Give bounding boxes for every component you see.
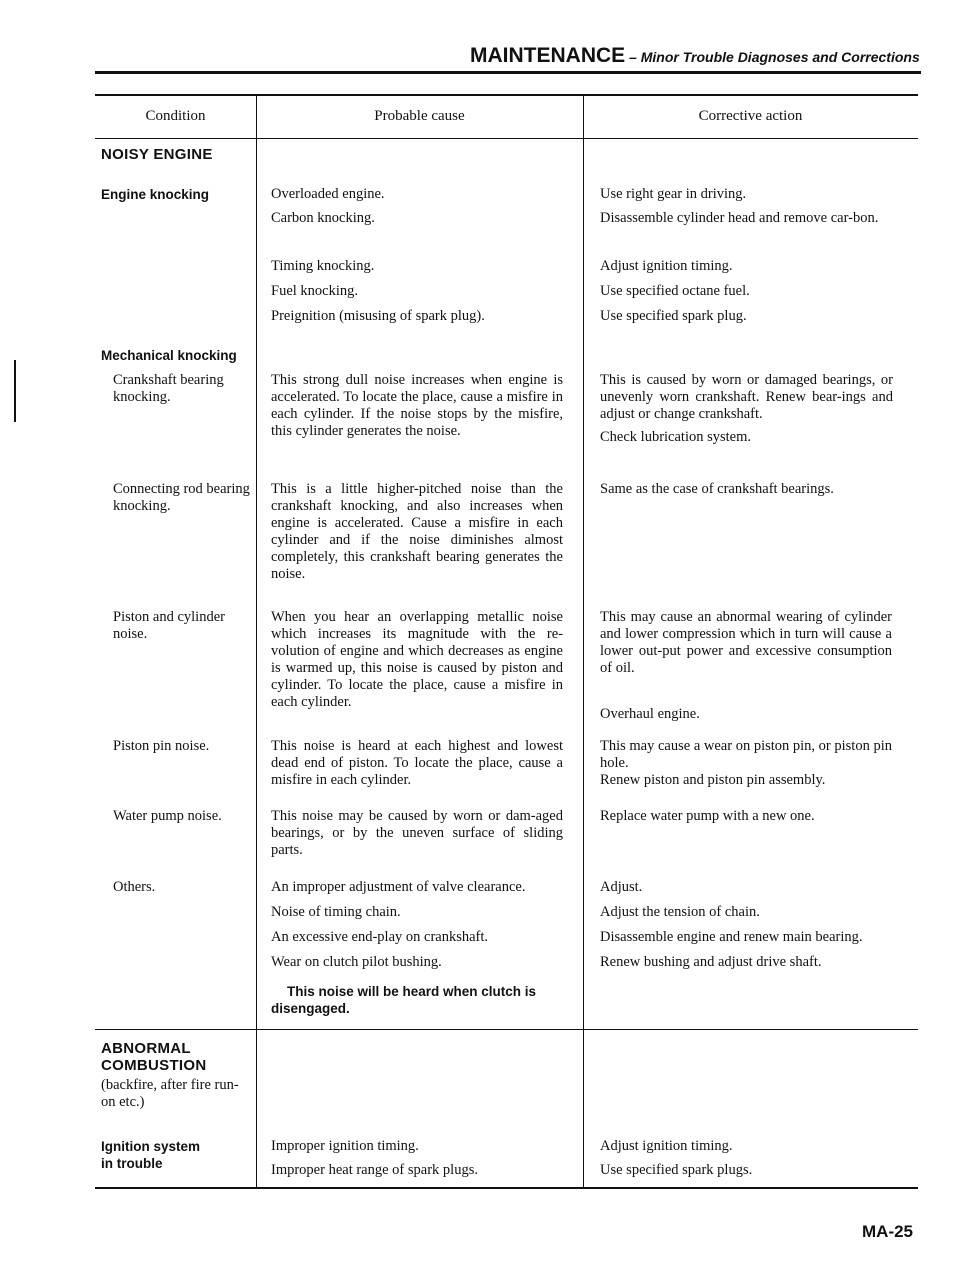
section-abnormal-note: (backfire, after fire run-on etc.): [101, 1077, 239, 1110]
cause-text: Improper ignition timing.: [271, 1138, 419, 1154]
header-subtitle: – Minor Trouble Diagnoses and Corrections: [625, 49, 920, 65]
header-title: MAINTENANCE: [470, 44, 626, 67]
cause-text: Fuel knocking.: [271, 283, 358, 299]
column-header-cause: Probable cause: [374, 108, 465, 124]
column-header-action: Corrective action: [698, 108, 803, 124]
action-text: Overhaul engine.: [600, 706, 700, 722]
condition-mechanical-knocking: Mechanical knocking: [101, 348, 237, 363]
action-text: Use specified spark plug.: [600, 308, 747, 324]
action-text: Check lubrication system.: [600, 429, 752, 445]
header-rule: [95, 71, 921, 74]
condition-piston-pin: Piston pin noise.: [113, 738, 210, 754]
cause-text: Timing knocking.: [271, 258, 375, 274]
section-divider-rule: [95, 1029, 918, 1030]
action-text: Adjust ignition timing.: [600, 258, 733, 274]
cause-text: Improper heat range of spark plugs.: [271, 1162, 478, 1178]
action-text: This may cause an abnormal wearing of cylinder and lower compression which in turn will cause a lower out-put power and excessive consumption of oil.: [600, 609, 892, 676]
action-text: Same as the case of crankshaft bearings.: [600, 481, 834, 497]
column-divider-2: [583, 95, 584, 1188]
table-bottom-rule: [95, 1187, 918, 1189]
action-text: Renew bushing and adjust drive shaft.: [600, 954, 822, 970]
note-clutch: This noise will be heard when clutch is disengaged.: [271, 984, 537, 1016]
action-text: This may cause a wear on piston pin, or piston pin hole.: [600, 738, 892, 771]
action-text: Adjust.: [600, 879, 643, 895]
margin-change-bar: [14, 360, 16, 422]
action-text: Use specified octane fuel.: [600, 283, 750, 299]
cause-text: This noise is heard at each highest and lowest dead end of piston. To locate the place, cause a misfire in each cylinder.: [271, 738, 563, 788]
cause-text: Overloaded engine.: [271, 186, 385, 202]
cause-text: When you hear an overlapping metallic noise which increases its magnitude with the re-volution of engine and which decreases as engine is warmed up, this noise is caused by piston and cylinder. To locate the place, cause a misfire in each cylinder.: [271, 609, 563, 710]
action-text: This is caused by worn or damaged bearings, or unevenly worn crankshaft. Renew bear-ings and adjust or change crankshaft.: [600, 372, 893, 422]
action-text: Use right gear in driving.: [600, 186, 747, 202]
page-number: MA-25: [862, 1222, 914, 1241]
condition-ignition-system: Ignition system in trouble: [101, 1139, 201, 1171]
table-top-rule: [95, 94, 918, 96]
cause-text: This noise may be caused by worn or dam-aged bearings, or by the uneven surface of sliding parts.: [271, 808, 563, 858]
action-text: Disassemble engine and renew main bearing.: [600, 929, 863, 945]
cause-text: Preignition (misusing of spark plug).: [271, 308, 485, 324]
column-header-condition: Condition: [145, 108, 206, 124]
page-header: [470, 44, 920, 68]
action-text: Adjust ignition timing.: [600, 1138, 733, 1154]
action-text: Replace water pump with a new one.: [600, 808, 815, 824]
column-divider-1: [256, 95, 257, 1188]
action-text: Disassemble cylinder head and remove car-bon.: [600, 210, 879, 226]
condition-piston-cylinder: Piston and cylinder noise.: [113, 609, 225, 642]
condition-others: Others.: [113, 879, 156, 895]
condition-crankshaft-bearing: Crankshaft bearing knocking.: [113, 372, 224, 405]
cause-text: This strong dull noise increases when engine is accelerated. To locate the place, cause a misfire in each cylinder. If the noise stops by the misfire, this cylinder generates the noise.: [271, 372, 563, 439]
action-text: Use specified spark plugs.: [600, 1162, 753, 1178]
condition-engine-knocking: Engine knocking: [101, 187, 210, 202]
condition-connecting-rod: Connecting rod bearing knocking.: [113, 481, 250, 514]
section-noisy-engine: NOISY ENGINE: [101, 146, 213, 163]
action-text: Renew piston and piston pin assembly.: [600, 772, 826, 788]
section-abnormal-combustion: ABNORMAL COMBUSTION: [101, 1040, 207, 1074]
cause-text: Noise of timing chain.: [271, 904, 401, 920]
cause-text: An improper adjustment of valve clearance.: [271, 879, 526, 895]
cause-text: Carbon knocking.: [271, 210, 375, 226]
action-text: Adjust the tension of chain.: [600, 904, 760, 920]
cause-text: An excessive end-play on crankshaft.: [271, 929, 489, 945]
cause-text: Wear on clutch pilot bushing.: [271, 954, 442, 970]
cause-text: This is a little higher-pitched noise than the crankshaft knocking, and also increases when engine is accelerated. Cause a misfire in each cylinder and if the noise diminishes almost completely, this crankshaft bearing generates the noise.: [271, 481, 563, 582]
condition-water-pump: Water pump noise.: [113, 808, 222, 824]
table-head-rule: [95, 138, 918, 139]
